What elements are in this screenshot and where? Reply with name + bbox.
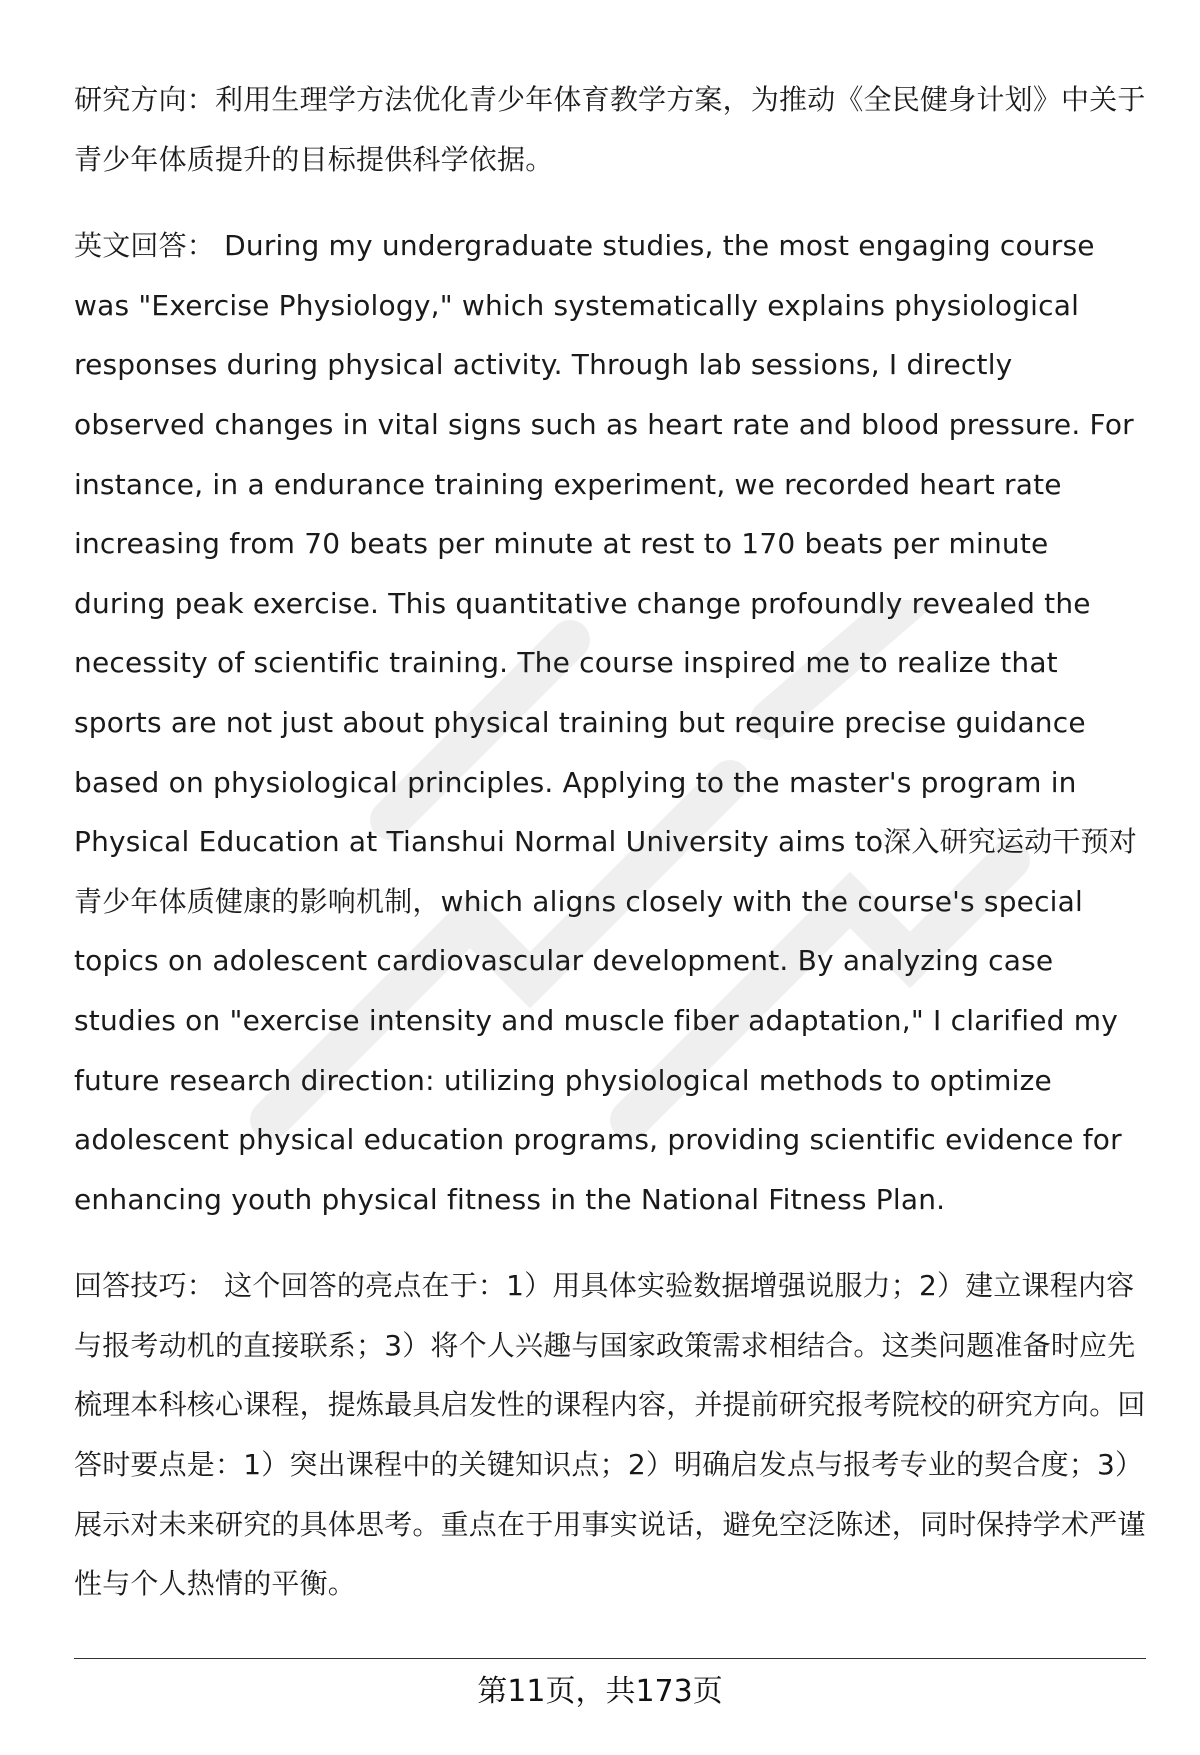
answer-tips-paragraph <box>74 1256 1146 1614</box>
english-answer-label: 英文回答： <box>74 229 216 263</box>
document-page <box>74 70 1146 1614</box>
research-direction-text: 利用生理学方法优化青少年体育教学方案，为推动《全民健身计划》中关于青少年体质提升的目标提供科学依据。 <box>74 83 1146 176</box>
answer-tips-text: 这个回答的亮点在于：1）用具体实验数据增强说服力；2）建立课程内容与报考动机的直接联系；3）将个人兴趣与国家政策需求相结合。这类问题准备时应先梳理本科核心课程，提炼最具启发性的课程内容，并提前研究报考院校的研究方向。回答时要点是：1）突出课程中的关键知识点；2）明确启发点与报考专业的契合度；3）展示对未来研究的具体思考。重点在于用事实说话，避免空泛陈述，同时保持学术严谨性与个人热情的平衡。 <box>74 1269 1146 1601</box>
english-answer-text: During my undergraduate studies, the most engaging course was "Exercise Physiology," which systematically explains physiological responses during physical activity. Through lab sessions, I directly observed changes in vital signs such as heart rate and blood pressure. For instance, in a endurance training experiment, we recorded heart rate increasing from 70 beats per minute at rest to 170 beats per minute during peak exercise. This quantitative change profoundly revealed the necessity of scientific training. The course inspired me to realize that sports are not just about physical training but require precise guidance based on physiological principles. Applying to the master's program in Physical Education at Tianshui Normal University aims to深入研究运动干预对青少年体质健康的影响机制，which aligns closely with the course's special topics on adolescent cardiovascular development. By analyzing case studies on "exercise intensity and muscle fiber adaptation," I clarified my future research direction: utilizing physiological methods to optimize adolescent physical education programs, providing scientific evidence for enhancing youth physical fitness in the National Fitness Plan. <box>74 229 1137 1216</box>
research-direction-label: 研究方向： <box>74 83 216 116</box>
answer-tips-label: 回答技巧： <box>74 1269 216 1303</box>
english-answer-paragraph <box>74 216 1146 1229</box>
page-number: 第11页，共173页 <box>477 1674 723 1709</box>
research-direction-paragraph <box>74 70 1146 189</box>
footer-divider <box>74 1658 1146 1659</box>
